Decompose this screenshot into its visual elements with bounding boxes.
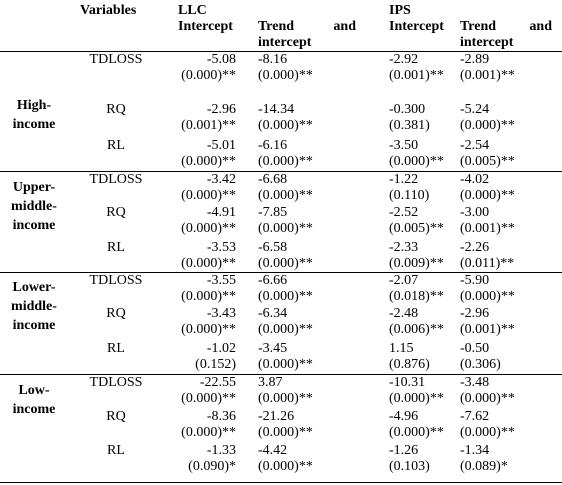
- value-cell-llc-t: -6.34: [258, 306, 288, 321]
- header-ips-trend-word: Trend: [460, 19, 497, 34]
- value-cell-ips-i: 1.15: [389, 341, 414, 356]
- value-cell-llc-i: -3.43: [206, 306, 236, 321]
- value-cell-ips-i-p: (0.009)**: [389, 256, 444, 271]
- value-cell-llc-t-p: (0.000)**: [258, 118, 313, 133]
- value-cell-ips-t-p: (0.001)**: [460, 221, 515, 236]
- header-ips-intercept: Intercept: [389, 19, 444, 34]
- value-cell-llc-t-p: (0.000)**: [258, 256, 313, 271]
- value-cell-llc-t: -7.85: [258, 205, 288, 220]
- value-cell-llc-t-p: (0.000)**: [258, 322, 313, 337]
- group-label-low-income: [0, 381, 68, 419]
- value-cell-ips-t: -2.26: [460, 240, 490, 255]
- variable-cell: RQ: [106, 102, 126, 117]
- value-cell-ips-i-p: (0.000)**: [389, 154, 444, 169]
- group-label-line: income: [12, 117, 56, 132]
- header-llc-intercept: Intercept: [178, 19, 233, 34]
- value-cell-llc-i-p: (0.001)**: [181, 118, 236, 133]
- value-cell-ips-t: -2.89: [460, 52, 490, 67]
- value-cell-ips-t: -7.62: [460, 409, 490, 424]
- group-label-upper-middle-income: [0, 178, 68, 235]
- value-cell-llc-i-p: (0.090)*: [188, 459, 236, 474]
- value-cell-ips-t-p: (0.000)**: [460, 118, 515, 133]
- value-cell-llc-t: 3.87: [258, 375, 283, 390]
- value-cell-ips-t: -5.90: [460, 273, 490, 288]
- value-cell-llc-t: -14.34: [258, 102, 295, 117]
- value-cell-llc-t-p: (0.000)**: [258, 188, 313, 203]
- value-cell-llc-i: -5.08: [206, 52, 236, 67]
- value-cell-ips-i: -2.52: [389, 205, 419, 220]
- variable-cell: TDLOSS: [89, 375, 143, 390]
- value-cell-ips-i: -2.33: [389, 240, 419, 255]
- value-cell-llc-i: -5.01: [206, 138, 236, 153]
- value-cell-ips-i-p: (0.381): [389, 118, 430, 133]
- value-cell-llc-i-p: (0.000)**: [181, 221, 236, 236]
- value-cell-ips-t-p: (0.000)**: [460, 391, 515, 406]
- value-cell-llc-t: -6.16: [258, 138, 288, 153]
- value-cell-ips-i: -1.26: [389, 443, 419, 458]
- variable-cell: TDLOSS: [89, 273, 143, 288]
- value-cell-ips-i-p: (0.018)**: [389, 289, 444, 304]
- value-cell-llc-t: -4.42: [258, 443, 288, 458]
- value-cell-llc-i: -4.91: [206, 205, 236, 220]
- group-label-line: Low-: [18, 383, 50, 398]
- group-label-high-income: [0, 96, 68, 134]
- table-bottom-rule: [0, 482, 562, 483]
- group-label-line: Upper-: [12, 180, 56, 195]
- value-cell-ips-i: -4.96: [389, 409, 419, 424]
- value-cell-ips-i: -1.22: [389, 172, 419, 187]
- value-cell-llc-t: -21.26: [258, 409, 295, 424]
- value-cell-ips-t-p: (0.000)**: [460, 425, 515, 440]
- value-cell-llc-i-p: (0.000)**: [181, 154, 236, 169]
- value-cell-ips-t: -3.48: [460, 375, 490, 390]
- variable-cell: RL: [107, 240, 125, 255]
- value-cell-ips-t-p: (0.001)**: [460, 68, 515, 83]
- value-cell-ips-t: -5.24: [460, 102, 490, 117]
- header-llc-and-word: and: [333, 19, 356, 34]
- value-cell-llc-i-p: (0.000)**: [181, 391, 236, 406]
- value-cell-llc-i-p: (0.000)**: [181, 289, 236, 304]
- value-cell-ips-t-p: (0.011)**: [460, 256, 515, 271]
- header-ips: IPS: [389, 3, 411, 18]
- value-cell-ips-i-p: (0.876): [389, 357, 430, 372]
- value-cell-llc-i: -3.53: [206, 240, 236, 255]
- value-cell-ips-i: -10.31: [389, 375, 426, 390]
- value-cell-ips-i-p: (0.110): [389, 188, 430, 203]
- value-cell-llc-t-p: (0.000)**: [258, 221, 313, 236]
- value-cell-llc-t-p: (0.000)**: [258, 154, 313, 169]
- value-cell-ips-t-p: (0.000)**: [460, 289, 515, 304]
- value-cell-ips-t: -0.50: [460, 341, 490, 356]
- value-cell-ips-i: -2.48: [389, 306, 419, 321]
- value-cell-ips-t-p: (0.089)*: [460, 459, 508, 474]
- header-ips-trend-intercept: intercept: [460, 35, 514, 50]
- value-cell-ips-i-p: (0.005)**: [389, 221, 444, 236]
- group-label-line: middle-: [11, 199, 57, 214]
- value-cell-llc-t: -6.66: [258, 273, 288, 288]
- value-cell-ips-i: -0.300: [389, 102, 426, 117]
- variable-cell: RQ: [106, 306, 126, 321]
- header-llc-trend-word: Trend: [258, 19, 295, 34]
- value-cell-ips-t: -3.00: [460, 205, 490, 220]
- header-llc-trend-and: [258, 19, 356, 35]
- value-cell-llc-i: -8.36: [206, 409, 236, 424]
- value-cell-llc-i: -1.33: [206, 443, 236, 458]
- value-cell-llc-t: -8.16: [258, 52, 288, 67]
- value-cell-llc-i-p: (0.000)**: [181, 425, 236, 440]
- value-cell-ips-t: -1.34: [460, 443, 490, 458]
- value-cell-llc-i: -3.55: [206, 273, 236, 288]
- group-label-line: income: [12, 318, 56, 333]
- value-cell-llc-i: -22.55: [199, 375, 236, 390]
- header-ips-trend-and: [460, 19, 552, 35]
- value-cell-ips-i: -2.07: [389, 273, 419, 288]
- header-llc: LLC: [178, 3, 207, 18]
- variable-cell: RL: [107, 138, 125, 153]
- value-cell-ips-i-p: (0.103): [389, 459, 430, 474]
- variable-cell: RQ: [106, 409, 126, 424]
- value-cell-ips-i-p: (0.006)**: [389, 322, 444, 337]
- value-cell-llc-t: -3.45: [258, 341, 288, 356]
- variable-cell: RL: [107, 341, 125, 356]
- group-label-line: income: [12, 218, 56, 233]
- value-cell-llc-i: -1.02: [206, 341, 236, 356]
- header-ips-and-word: and: [529, 19, 552, 34]
- value-cell-llc-t-p: (0.000)**: [258, 289, 313, 304]
- value-cell-ips-i-p: (0.000)**: [389, 391, 444, 406]
- value-cell-ips-i-p: (0.001)**: [389, 68, 444, 83]
- variable-cell: RQ: [106, 205, 126, 220]
- value-cell-ips-t: -4.02: [460, 172, 490, 187]
- value-cell-ips-i: -3.50: [389, 138, 419, 153]
- value-cell-ips-t: -2.54: [460, 138, 490, 153]
- value-cell-llc-t-p: (0.000)**: [258, 459, 313, 474]
- value-cell-llc-t-p: (0.000)**: [258, 357, 313, 372]
- value-cell-llc-i-p: (0.000)**: [181, 322, 236, 337]
- variable-cell: RL: [107, 443, 125, 458]
- value-cell-llc-i-p: (0.000)**: [181, 188, 236, 203]
- value-cell-llc-t: -6.68: [258, 172, 288, 187]
- value-cell-ips-t-p: (0.306): [460, 357, 501, 372]
- value-cell-ips-t-p: (0.005)**: [460, 154, 515, 169]
- group-label-lower-middle-income: [0, 278, 68, 335]
- value-cell-ips-t-p: (0.001)**: [460, 322, 515, 337]
- value-cell-llc-i-p: (0.000)**: [181, 256, 236, 271]
- value-cell-ips-i: -2.92: [389, 52, 419, 67]
- group-label-line: middle-: [11, 299, 57, 314]
- header-llc-trend-intercept: intercept: [258, 35, 312, 50]
- variable-cell: TDLOSS: [89, 52, 143, 67]
- value-cell-ips-t-p: (0.000)**: [460, 188, 515, 203]
- value-cell-llc-t-p: (0.000)**: [258, 68, 313, 83]
- variable-cell: TDLOSS: [89, 172, 143, 187]
- group-label-line: Lower-: [12, 280, 56, 295]
- value-cell-ips-t: -2.96: [460, 306, 490, 321]
- value-cell-llc-t: -6.58: [258, 240, 288, 255]
- value-cell-llc-i-p: (0.152): [195, 357, 236, 372]
- value-cell-llc-t-p: (0.000)**: [258, 425, 313, 440]
- group-label-line: income: [12, 402, 56, 417]
- value-cell-llc-t-p: (0.000)**: [258, 391, 313, 406]
- value-cell-llc-i: -3.42: [206, 172, 236, 187]
- group-label-line: High-: [16, 98, 52, 113]
- value-cell-llc-i-p: (0.000)**: [181, 68, 236, 83]
- value-cell-llc-i: -2.96: [206, 102, 236, 117]
- value-cell-ips-i-p: (0.000)**: [389, 425, 444, 440]
- header-variables: Variables: [80, 3, 137, 18]
